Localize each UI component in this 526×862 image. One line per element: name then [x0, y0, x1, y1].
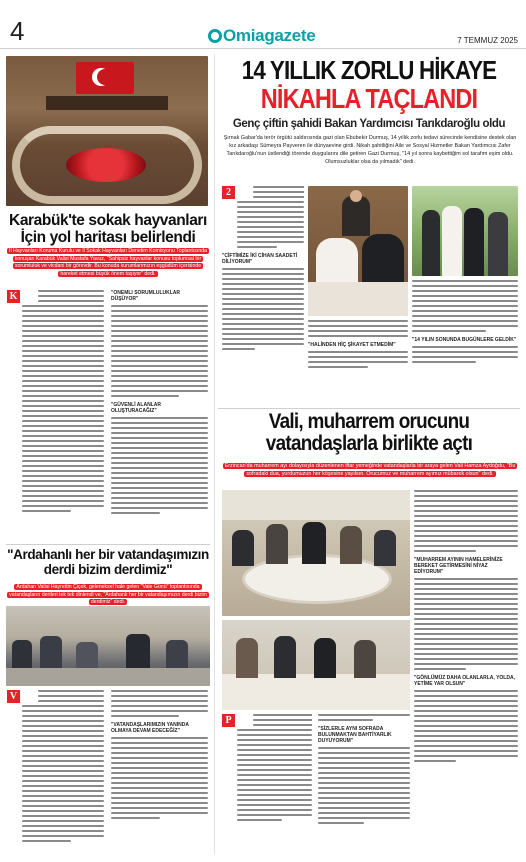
right-bottom-headline-1: Vali, muharrem orucunu: [268, 410, 470, 433]
conference-table: [6, 668, 210, 686]
body-text: [22, 290, 104, 512]
right-bottom-col2: [318, 714, 410, 856]
right-top-col1: [222, 186, 304, 396]
left-bottom-headline: "Ardahanlı her bir vatandaşımızın derdi bizim derdimiz": [7, 547, 209, 577]
issue-date: 7 TEMMUZ 2025: [457, 36, 518, 45]
body-text: [414, 578, 518, 670]
dropcap: K: [7, 290, 20, 303]
body-text: [222, 268, 304, 350]
right-top-lead: Şırnak Gabar'da terör örgütü saldırısında gazi olan Ebubekir Durmuş, 14 yıllık zorlu tedavi sürecinde kendisine destek olan kız arkadaşı Sümeyra Payveren ile dünyaevine girdi. Nikah şahitliğini Aile ve Sosyal Hizmetler Bakan Yardımcısı Zafer Tarıkdaroğlu'nun üstlendiği törende duygularını dile getiren Gazi Durmuş, "14 yıl sonra kaybettiğim sol tarafım eşim oldu. Olumsuzluklar olsa da yılmadık" dedi.: [223, 135, 517, 165]
left-bottom-lead: Ardahan Valisi Hayrettin Çiçek, geleneksel hale gelen "Vale Günü" toplantısında vatandaşların dertleri tek tek dinlendi ve, "Ardahanlı her bir vatandaşımızın derdi bizim derdimiz" dedi.: [9, 584, 207, 605]
header-rule: [0, 48, 526, 49]
right-bottom-col1: [222, 714, 312, 856]
right-top-headline-2: NİKAHLA TAÇLANDI: [260, 83, 478, 114]
body-text: [414, 690, 518, 762]
officiant: [342, 196, 370, 236]
dropcap: V: [7, 690, 20, 703]
subhead: "SİZLERLE AYNI SOFRADA BULUNMAKTAN BAHTİYARLIK DUYUYORUM": [318, 726, 392, 744]
body-text: [111, 417, 208, 514]
body-text: [237, 714, 312, 821]
page-header: [0, 0, 526, 46]
right-top-col2: [308, 320, 408, 404]
iftar-photo-2: [222, 620, 410, 710]
left-bottom-col2: [111, 690, 208, 856]
subhead: "14 YILIN SONUNDA BUGÜNLERE GELDİK": [412, 337, 517, 343]
body-text: [318, 714, 410, 721]
body-text: [111, 737, 208, 819]
wedding-photo-2: [412, 186, 518, 276]
right-bottom-col3: [414, 490, 518, 856]
right-bottom-lead: Erzincan'da muharrem ayı dolayısıyla düzenlenen iftar yemeğinde vatandaşlarla bir araya gelen Vali Hamza Aydoğdu, "Bu sofradaki dua, yurdumuzun her köşesine yayılsın. Orucumuz ve muharrem ayımız mübarek olsun" dedi.: [224, 463, 516, 477]
body-text: [308, 351, 408, 368]
iftar-photo: [222, 490, 410, 616]
body-text: [111, 305, 208, 397]
subhead: "CİFTİMİZE İKİ CİHAN SAADETİ DİLİYORUM": [222, 253, 298, 265]
body-text: [308, 320, 408, 337]
column-divider: [214, 54, 215, 854]
body-text: [237, 186, 304, 248]
wedding-photo-1: [308, 186, 408, 316]
left-top-col2: [111, 290, 208, 540]
subhead: "HALİNDEN HİÇ ŞİKAYET ETMEDİM": [308, 342, 396, 348]
left-top-headline: Karabük'te sokak hayvanları İçin yol haritası belirlendi: [9, 212, 207, 246]
body-text: [111, 690, 208, 717]
wedding-table: [308, 282, 408, 316]
subhead: "MUHARREM AYININ HAMELERİNİZE BEREKET GETİRMESİNİ NİYAZ EDİYORUM": [414, 557, 503, 575]
logo-text: Omiagazete: [223, 26, 316, 45]
dropcap: 2: [222, 186, 235, 199]
subhead: "GÜVENLİ ALANLAR OLUŞTURACAĞIZ": [111, 402, 161, 414]
right-bottom-headline-2: vatandaşlarla birlikte açtı: [265, 432, 473, 455]
body-text: [412, 280, 518, 332]
subhead: "ÖNEMLİ SORUMLULUKLAR DÜŞÜYOR": [111, 290, 181, 302]
section-rule: [6, 544, 210, 545]
right-top-deck: Genç çiftin şahidi Bakan Yardımcısı Tarıkdaroğlu oldu: [232, 118, 506, 130]
section-rule: [218, 408, 520, 409]
subhead: "VATANDAŞLARIMIZIN YANINDA OLMAYA DEVAM EDECEĞİZ": [111, 722, 189, 734]
right-top-col3: [412, 280, 518, 404]
body-text: [318, 747, 410, 824]
conference-table: [12, 126, 202, 204]
body-text: [22, 690, 104, 842]
body-text: [414, 490, 518, 552]
dropcap: P: [222, 714, 235, 727]
logo-icon: [208, 29, 222, 43]
logo: [208, 26, 315, 46]
subhead: "GÖNLÜMÜZ DAHA OLANLARLA, YOLDA, YETİME YAR OLSUN": [414, 675, 515, 687]
page-number: 4: [10, 16, 25, 46]
left-top-col1: [7, 290, 104, 540]
body-text: [412, 346, 518, 363]
left-top-lead: İl Hayvanları Koruma Kurulu ve İl Sokak Hayvanları Denetim Komisyonu Toplantısında konuşan Karabük Valisi Mustafa Yavuz, "Sahipsiz hayvanlar konusu toplumsal bir sorumluluk ve vicdani bir görevdir. Bu konuda kurumlarımızın eşgüdüm içerisinde hareket etmesi büyük önem taşıyor" dedi.: [9, 248, 207, 277]
karabuk-meeting-photo: [6, 56, 208, 206]
ardahan-meeting-photo: [6, 606, 210, 686]
left-bottom-col1: [7, 690, 104, 856]
right-top-headline-1: 14 YILLIK ZORLU HİKAYE: [241, 55, 497, 85]
